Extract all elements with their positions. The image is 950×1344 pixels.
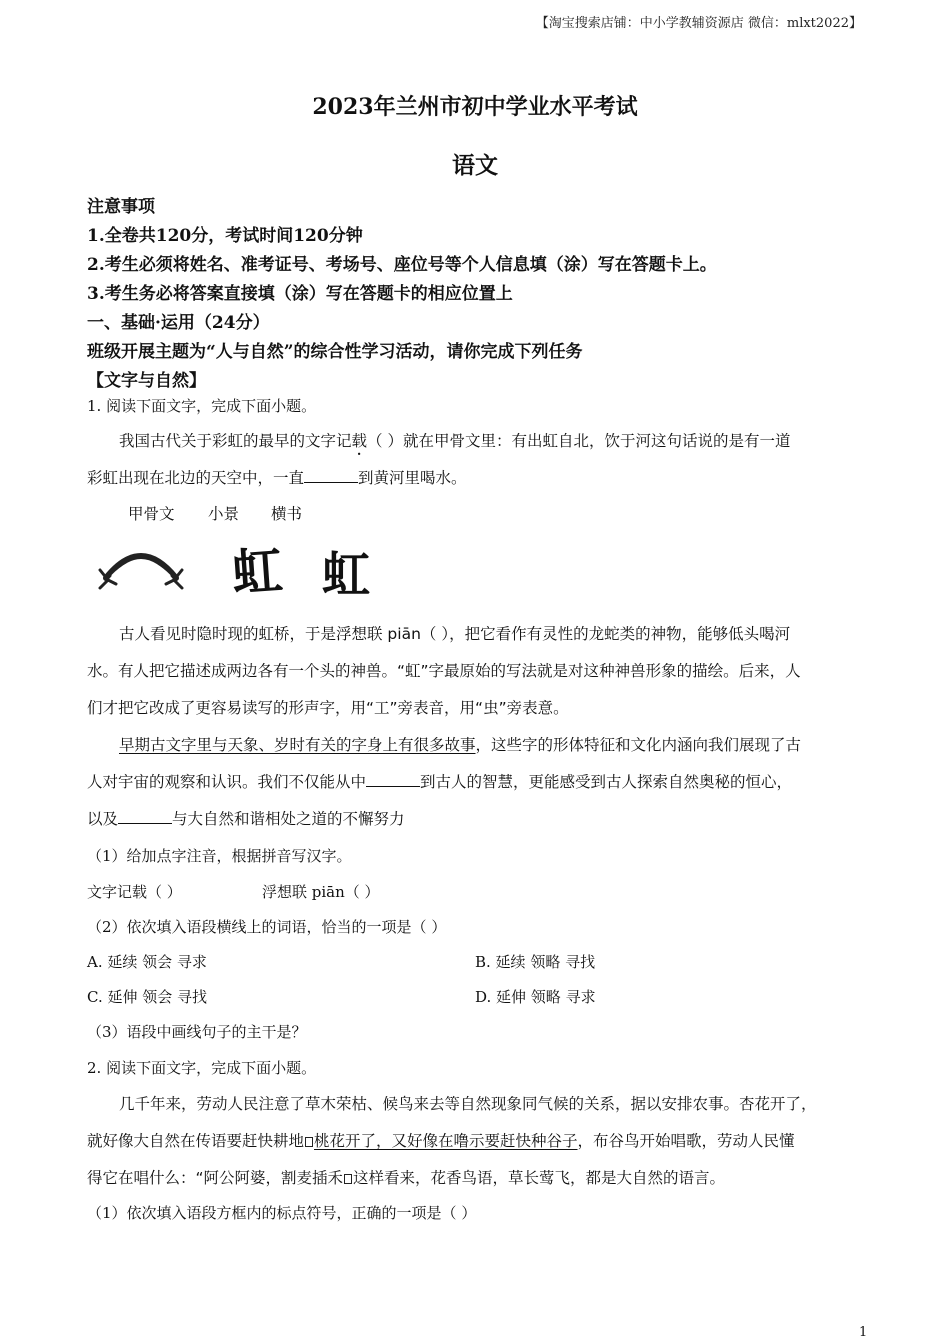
question-2-stem: 2. 阅读下面文字，完成下面小题。	[87, 1059, 317, 1077]
activity-intro: 班级开展主题为“人与自然”的综合性学习活动，请你完成下列任务	[87, 342, 583, 362]
part-title: 【文字与自然】	[87, 371, 206, 391]
q1-paragraph-1-line-2: 彩虹出现在北边的天空中，一直 到黄河里喝水。	[87, 469, 467, 487]
clerical-script-hong-glyph: 虹	[322, 547, 371, 603]
question-1-stem: 1. 阅读下面文字，完成下面小题。	[87, 397, 317, 415]
page-number: 1	[859, 1325, 868, 1340]
q1-sub-1-blank-a: 文字记载（ ）	[87, 883, 182, 901]
q2-paragraph-line-1: 几千年来，劳动人民注意了草木荣枯、候鸟来去等自然现象同气候的关系，据以安排农事。杏花开了，	[119, 1095, 817, 1113]
option-c: C. 延伸 领会 寻找	[87, 988, 208, 1006]
punctuation-box-1	[305, 1137, 313, 1147]
q1-sub-1: （1）给加点字注音，根据拼音写汉字。	[87, 847, 352, 865]
exam-subject: 语文	[452, 152, 498, 179]
fill-blank-1	[304, 470, 358, 483]
dotted-character: 载	[351, 432, 368, 450]
option-d: D. 延伸 领略 寻求	[475, 988, 596, 1006]
q1-paragraph-3-line-2: 人对宇宙的观察和认识。我们不仅能从中 到古人的智慧，更能感受到古人探索自然奥秘的恒心，	[87, 773, 793, 791]
exam-title: 2023年兰州市初中学业水平考试	[312, 94, 638, 120]
image-label-xiaojing: 小景	[208, 505, 240, 523]
section-heading: 一、基础·运用（24分）	[87, 313, 270, 333]
q2-paragraph-line-3: 得它在唱什么：“阿公阿婆，割麦插禾 这样看来，花香鸟语，草长莺飞，都是大自然的语言。	[87, 1169, 726, 1187]
option-b: B. 延续 领略 寻找	[475, 953, 596, 971]
q1-paragraph-2-line-2: 水。有人把它描述成两边各有一个头的神兽。“虹”字最原始的写法就是对这种神兽形象的描绘。后来，人	[87, 662, 801, 680]
oracle-bone-rainbow-glyph	[96, 540, 186, 592]
q1-sub-1-blank-b: 浮想联 piān（ ）	[262, 883, 380, 901]
image-label-hengshu: 横书	[271, 505, 303, 523]
fill-blank-3	[118, 811, 172, 824]
image-label-jiaguwen: 甲骨文	[128, 505, 175, 523]
q1-paragraph-3-line-3: 以及 与大自然和谐相处之道的不懈努力	[87, 810, 405, 828]
underlined-sentence: 早期古文字里与天象、岁时有关的字身上有很多故事	[119, 736, 476, 754]
q1-sub-3: （3）语段中画线句子的主干是？	[87, 1023, 307, 1041]
q1-paragraph-2-line-3: 们才把它改成了更容易读写的形声字，用“工”旁表音，用“虫”旁表意。	[87, 699, 569, 717]
q1-paragraph-1-line-1: 我国古代关于彩虹的最早的文字记载（ ）就在甲骨文里：有出虹自北，饮于河这句话说的是有一道	[119, 432, 791, 450]
notice-heading: 注意事项	[87, 197, 155, 217]
underlined-sentence-2: 桃花开了，又好像在噜示要赶快种谷子	[314, 1132, 578, 1150]
q1-paragraph-3-line-1: 早期古文字里与天象、岁时有关的字身上有很多故事，这些字的形体特征和文化内涵向我们展现了古	[119, 736, 802, 754]
notice-item-2: 2.考生必须将姓名、准考证号、考场号、座位号等个人信息填（涂）写在答题卡上。	[87, 255, 717, 275]
q2-paragraph-line-2: 就好像大自然在传语要赶快耕地 桃花开了，又好像在噜示要赶快种谷子，布谷鸟开始唱歌，劳动人民懂	[87, 1132, 795, 1150]
fill-blank-2	[366, 774, 420, 787]
punctuation-box-2	[344, 1174, 352, 1184]
q2-sub-1: （1）依次填入语段方框内的标点符号，正确的一项是（ ）	[87, 1204, 477, 1222]
option-a: A. 延续 领会 寻求	[87, 953, 207, 971]
page-header: 【淘宝搜索店铺：中小学教辅资源店 微信：mlxt2022】	[535, 16, 862, 31]
notice-item-1: 1.全卷共120分，考试时间120分钟	[87, 226, 363, 246]
q1-paragraph-2-line-1: 古人看见时隐时现的虹桥，于是浮想联 piān（ ），把它看作有灵性的龙蛇类的神物，能够低头喝河	[119, 625, 791, 643]
notice-item-3: 3.考生务必将答案直接填（涂）写在答题卡的相应位置上	[87, 284, 513, 304]
seal-script-hong-glyph: 虹	[230, 540, 285, 603]
q1-sub-2: （2）依次填入语段横线上的词语，恰当的一项是（ ）	[87, 918, 447, 936]
